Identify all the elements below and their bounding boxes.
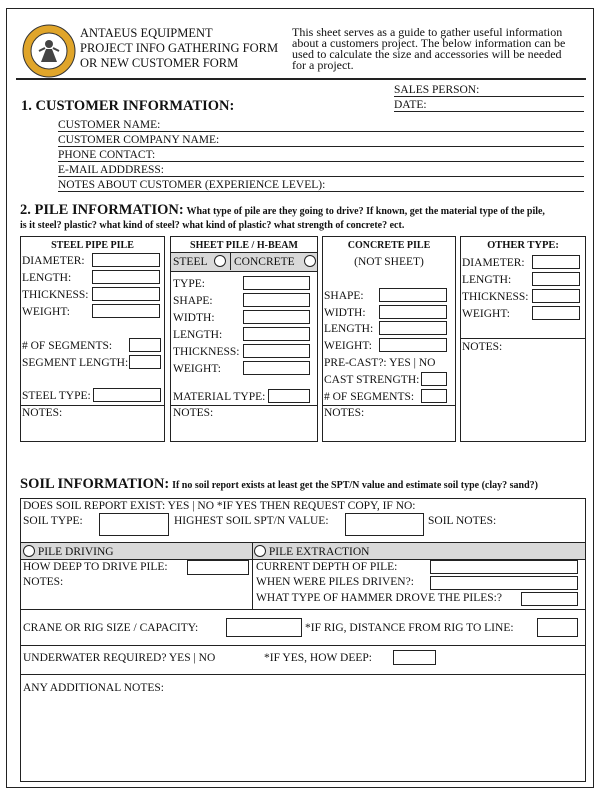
concrete-length-label: LENGTH: [324, 323, 374, 335]
steel-segments-field[interactable] [129, 338, 161, 352]
concrete-option-label: CONCRETE [234, 256, 295, 268]
steel-segment-length-field[interactable] [129, 355, 161, 369]
when-driven-label: WHEN WERE PILES DRIVEN?: [256, 576, 414, 588]
steel-thickness-label: THICKNESS: [22, 289, 89, 301]
current-depth-label: CURRENT DEPTH OF PILE: [256, 561, 398, 573]
pile-extraction-radio-icon[interactable] [254, 545, 266, 557]
other-diameter-label: DIAMETER: [462, 257, 525, 269]
date-label: DATE: [394, 99, 427, 111]
sheet-type-label: TYPE: [173, 278, 205, 290]
other-weight-field[interactable] [532, 306, 580, 320]
sheet-thickness-field[interactable] [243, 344, 310, 358]
intro-line2: about a customers project. The below information can be [292, 36, 566, 50]
sheet-length-field[interactable] [243, 327, 310, 341]
form-title-line2: OR NEW CUSTOMER FORM [80, 56, 239, 70]
company-logo [22, 24, 76, 78]
other-thickness-label: THICKNESS: [462, 291, 529, 303]
sheet-material-label: MATERIAL TYPE: [173, 391, 266, 403]
steel-notes-label: NOTES: [22, 407, 63, 419]
pile-extraction-option[interactable] [254, 545, 370, 559]
other-diameter-field[interactable] [532, 255, 580, 269]
pile-question1: What type of pile are they going to drive? If known, get the material type of the pile, [186, 206, 545, 217]
cast-strength-label: CAST STRENGTH: [324, 374, 420, 386]
steel-diameter-label: DIAMETER: [22, 255, 85, 267]
phone-label: PHONE CONTACT: [58, 149, 156, 161]
sheet-pile-title: SHEET PILE / H-BEAM [190, 240, 298, 251]
other-thickness-field[interactable] [532, 289, 580, 303]
customer-heading: 1. CUSTOMER INFORMATION: [21, 98, 235, 114]
form-title-line1: PROJECT INFO GATHERING FORM [80, 41, 279, 55]
soil-table [20, 498, 586, 782]
steel-segments-label: # OF SEGMENTS: [22, 340, 113, 352]
customer-name-line[interactable] [58, 131, 584, 132]
soil-heading-row [20, 477, 538, 493]
steel-length-field[interactable] [92, 270, 160, 284]
sheet-notes-label: NOTES: [173, 407, 214, 419]
soil-type-label: SOIL TYPE: [23, 515, 83, 527]
company-name: ANTAEUS EQUIPMENT [80, 26, 213, 40]
steel-option-label: STEEL [173, 256, 208, 268]
sheet-thickness-label: THICKNESS: [173, 346, 240, 358]
pile-extraction-label: PILE EXTRACTION [268, 546, 370, 558]
rig-distance-label: *IF RIG, DISTANCE FROM RIG TO LINE: [305, 622, 514, 634]
pile-driving-option[interactable] [23, 545, 114, 559]
soil-heading: SOIL INFORMATION: [20, 476, 170, 492]
precast-question[interactable]: PRE-CAST?: YES | NO [324, 357, 436, 369]
steel-type-field[interactable] [93, 388, 161, 402]
concrete-notes-label: NOTES: [324, 407, 365, 419]
customer-name-label: CUSTOMER NAME: [58, 119, 161, 131]
concrete-weight-label: WEIGHT: [324, 340, 372, 352]
driving-notes-label: NOTES: [23, 576, 64, 588]
soil-report-question[interactable]: DOES SOIL REPORT EXIST: YES | NO *IF YES THEN REQUEST COPY, IF NO: [23, 500, 416, 512]
concrete-shape-field[interactable] [379, 288, 447, 302]
how-deep-label: HOW DEEP TO DRIVE PILE: [23, 561, 168, 573]
sheet-weight-label: WEIGHT: [173, 363, 221, 375]
sheet-shape-label: SHAPE: [173, 295, 213, 307]
underwater-question[interactable]: UNDERWATER REQUIRED? YES | NO [23, 652, 216, 664]
steel-radio-icon[interactable] [214, 255, 226, 267]
steel-thickness-field[interactable] [92, 287, 160, 301]
steel-pipe-title: STEEL PIPE PILE [51, 240, 134, 251]
spt-label: HIGHEST SOIL SPT/N VALUE: [174, 515, 329, 527]
intro-line3: used to calculate the size and accessories will be needed [292, 47, 562, 61]
sales-person-label: SALES PERSON: [394, 84, 480, 96]
other-notes-label: NOTES: [462, 341, 503, 353]
concrete-title: CONCRETE PILE [347, 240, 431, 251]
current-depth-field[interactable] [430, 560, 578, 574]
steel-option[interactable] [173, 255, 226, 269]
date-line[interactable] [394, 111, 584, 112]
steel-weight-label: WEIGHT: [22, 306, 70, 318]
sheet-width-label: WIDTH: [173, 312, 215, 324]
concrete-weight-field[interactable] [379, 338, 447, 352]
concrete-option[interactable] [234, 255, 316, 269]
hammer-field[interactable] [521, 592, 578, 606]
customer-notes-line[interactable] [58, 191, 584, 192]
steel-type-label: STEEL TYPE: [22, 390, 91, 402]
seal-icon [22, 24, 76, 78]
cast-strength-field[interactable] [421, 372, 447, 386]
concrete-width-label: WIDTH: [324, 307, 366, 319]
customer-company-label: CUSTOMER COMPANY NAME: [58, 134, 220, 146]
other-length-label: LENGTH: [462, 274, 512, 286]
soil-notes-label: SOIL NOTES: [428, 515, 497, 527]
email-label: E-MAIL ADDDRESS: [58, 164, 164, 176]
concrete-segments-field[interactable] [421, 389, 447, 403]
other-weight-label: WEIGHT: [462, 308, 510, 320]
concrete-subtitle: (NOT SHEET) [354, 256, 424, 268]
customer-notes-label: NOTES ABOUT CUSTOMER (EXPERIENCE LEVEL): [58, 179, 326, 191]
header-divider [16, 78, 586, 80]
rig-distance-field[interactable] [537, 618, 578, 637]
water-depth-field[interactable] [393, 650, 436, 665]
concrete-segments-label: # OF SEGMENTS: [324, 391, 415, 403]
additional-notes-label: ANY ADDITIONAL NOTES: [23, 682, 164, 694]
water-depth-label: *IF YES, HOW DEEP: [264, 652, 372, 664]
concrete-radio-icon[interactable] [304, 255, 316, 267]
intro-line1: This sheet serves as a guide to gather useful information [292, 25, 563, 39]
spt-field[interactable] [345, 513, 424, 536]
sheet-material-field[interactable] [268, 389, 310, 403]
concrete-length-field[interactable] [379, 321, 447, 335]
pile-question-line1 [20, 203, 545, 219]
sales-person-line[interactable] [394, 96, 584, 97]
concrete-shape-label: SHAPE: [324, 290, 364, 302]
steel-weight-field[interactable] [92, 304, 160, 318]
pile-question2: is it steel? plastic? what kind of steel? what kind of plastic? what strength of concrete? ect. [20, 220, 405, 231]
concrete-width-field[interactable] [379, 305, 447, 319]
phone-line[interactable] [58, 161, 584, 162]
email-line[interactable] [58, 176, 584, 177]
customer-company-line[interactable] [58, 146, 584, 147]
crane-label: CRANE OR RIG SIZE / CAPACITY: [23, 622, 199, 634]
steel-length-label: LENGTH: [22, 272, 72, 284]
pile-driving-label: PILE DRIVING [37, 546, 114, 558]
sheet-type-field[interactable] [243, 276, 310, 290]
other-length-field[interactable] [532, 272, 580, 286]
sheet-weight-field[interactable] [243, 361, 310, 375]
other-title: OTHER TYPE: [487, 240, 559, 251]
sheet-shape-field[interactable] [243, 293, 310, 307]
sheet-length-label: LENGTH: [173, 329, 223, 341]
how-deep-field[interactable] [187, 560, 249, 575]
crane-field[interactable] [226, 618, 302, 637]
pile-driving-radio-icon[interactable] [23, 545, 35, 557]
intro-line4: for a project. [292, 58, 354, 72]
soil-type-field[interactable] [99, 513, 169, 536]
when-driven-field[interactable] [430, 576, 578, 590]
steel-segment-length-label: SEGMENT LENGTH: [22, 357, 129, 369]
soil-question: If no soil report exists at least get the SPT/N value and estimate soil type (clay? sand?) [172, 480, 538, 491]
steel-diameter-field[interactable] [92, 253, 160, 267]
hammer-label: WHAT TYPE OF HAMMER DROVE THE PILES:? [256, 592, 502, 604]
sheet-width-field[interactable] [243, 310, 310, 324]
pile-heading: 2. PILE INFORMATION: [20, 202, 184, 218]
